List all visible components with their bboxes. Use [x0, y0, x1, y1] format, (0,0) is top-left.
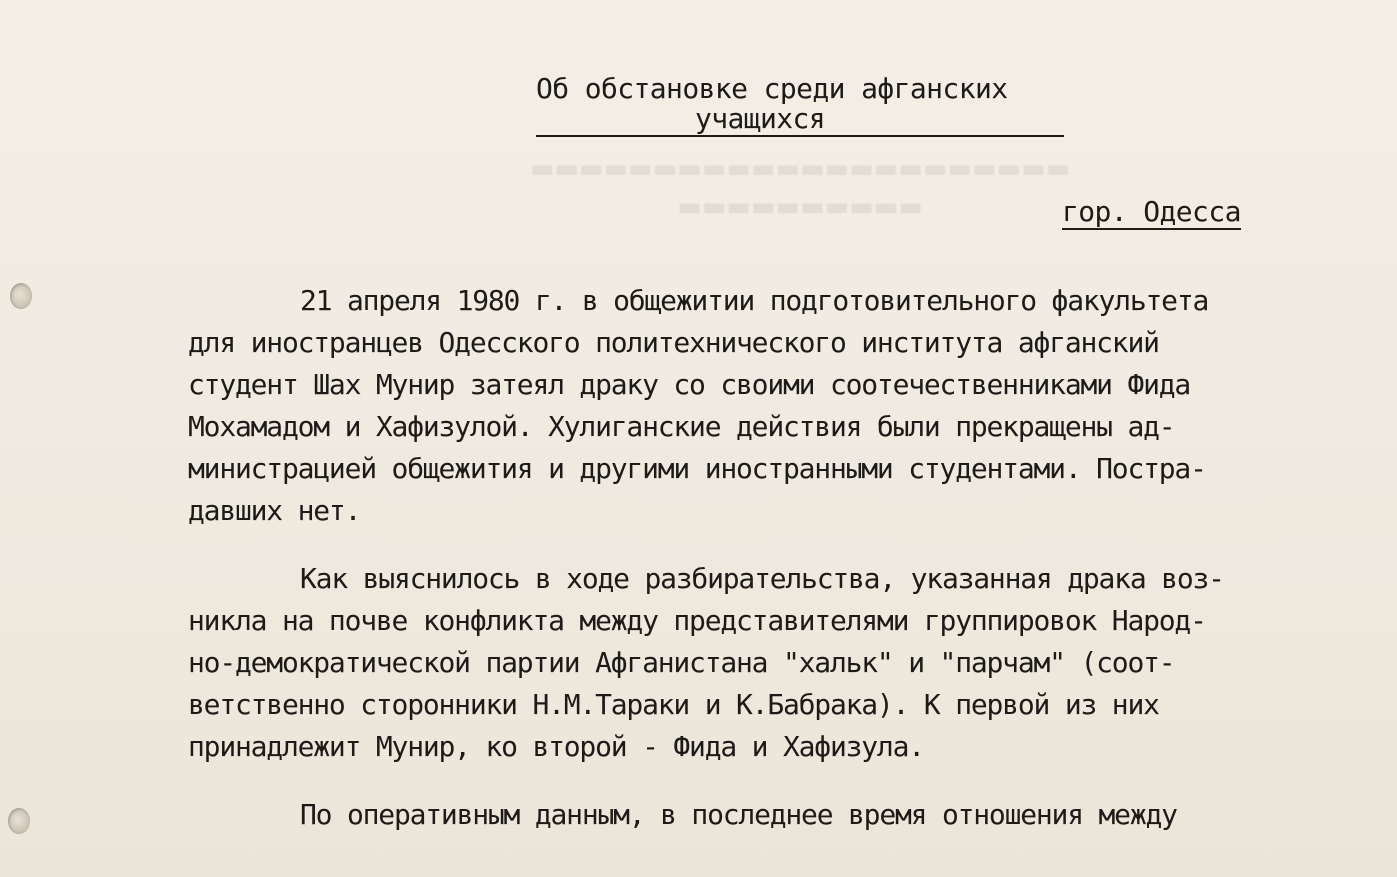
bleed-through-text: ▬▬▬▬▬▬▬▬▬▬▬▬▬▬▬▬▬▬▬▬▬▬ ▬▬▬▬▬▬▬▬▬▬ — [529, 154, 1071, 222]
paragraph-line: 21 апреля 1980 г. в общежитии подготовительного факультета — [300, 284, 1209, 317]
city-label: гор. Одесса — [1062, 195, 1241, 228]
paragraph — [188, 794, 1363, 836]
paragraph-line: для иностранцев Одесского политехнического института афганский — [188, 326, 1159, 359]
paragraph-line: Как выяснилось в ходе разбирательства, указанная драка воз- — [300, 562, 1224, 595]
paragraph-line: давших нет. — [188, 494, 361, 527]
paragraph-line: никла на почве конфликта между представителями группировок Народ- — [188, 604, 1206, 637]
paragraph-line: По оперативным данным, в последнее время отношения между — [300, 798, 1177, 831]
paragraph-gap — [188, 768, 1363, 794]
paragraph-gap — [188, 532, 1363, 558]
paragraph-line: принадлежит Мунир, ко второй - Фида и Хафизула. — [188, 730, 924, 763]
body-text — [188, 280, 1363, 836]
paragraph-line: ветственно сторонники Н.М.Тараки и К.Бабрака). К первой из них — [188, 688, 1159, 721]
paragraph — [188, 558, 1363, 768]
punch-hole — [10, 283, 32, 309]
paragraph-line: Мохамадом и Хафизулой. Хулиганские действия были прекращены ад- — [188, 410, 1175, 443]
paragraph-line: но-демократической партии Афганистана "хальк" и "парчам" (соот- — [188, 646, 1175, 679]
heading-line-1: Об обстановке среди афганских — [536, 72, 1008, 105]
paragraph-line: студент Шах Мунир затеял драку со своими соотечественниками Фида — [188, 368, 1191, 401]
heading-line-2-underlined — [536, 104, 1064, 137]
paragraph — [188, 280, 1363, 532]
paragraph-line: министрацией общежития и другими иностранными студентами. Постра- — [188, 452, 1206, 485]
document-heading — [536, 74, 1066, 137]
heading-line-2-text: учащихся — [694, 102, 826, 135]
punch-hole — [8, 808, 30, 834]
